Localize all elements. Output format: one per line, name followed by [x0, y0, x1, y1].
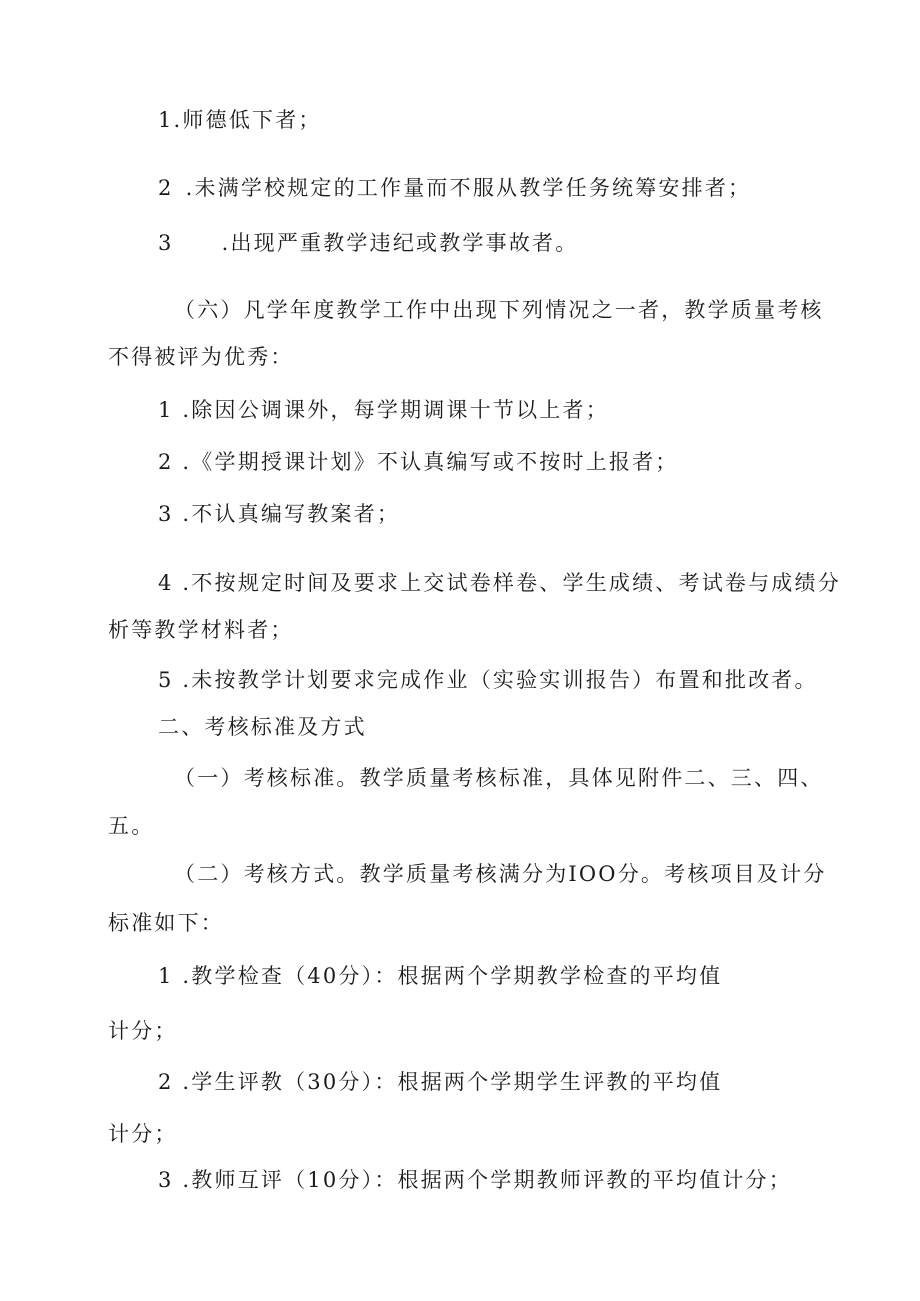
list-item: 2 .《学期授课计划》不认真编写或不按时上报者；: [158, 450, 679, 474]
list-item-text: .未满学校规定的工作量而不服从教学任务统筹安排者；: [185, 176, 752, 200]
paragraph-line: 标准如下：: [108, 911, 224, 935]
list-item: 1 .教学检查（40分）：根据两个学期教学检查的平均值: [158, 964, 723, 988]
list-item: 3 .不认真编写教案者；: [158, 502, 401, 526]
list-item: [158, 174, 751, 202]
list-item-number: 3: [158, 231, 174, 255]
paragraph-line: （一）考核标准。教学质量考核标准，具体见附件二、三、四、: [174, 766, 824, 790]
list-item-continuation: 计分；: [108, 1019, 178, 1043]
paragraph-line: 不得被评为优秀：: [108, 345, 294, 369]
list-item-number: 2: [158, 176, 174, 200]
paragraph-line: 五。: [108, 814, 155, 838]
list-item: 2 .学生评教（30分）：根据两个学期学生评教的平均值: [158, 1070, 723, 1094]
paragraph-line: （二）考核方式。教学质量考核满分为IOO分。考核项目及计分: [174, 862, 827, 886]
paragraph-line: （六）凡学年度教学工作中出现下列情况之一者，教学质量考核: [174, 298, 824, 322]
list-item-text: .出现严重教学违纪或教学事故者。: [221, 231, 579, 255]
list-item: 5 .未按教学计划要求完成作业（实验实训报告）布置和批改者。: [158, 668, 818, 692]
list-item-continuation: 计分；: [108, 1122, 178, 1146]
list-item: 3 .教师互评（10分）：根据两个学期教师评教的平均值计分；: [158, 1168, 792, 1192]
list-item: [158, 229, 578, 257]
list-item: 1.师德低下者；: [158, 108, 322, 132]
list-item: 4 .不按规定时间及要求上交试卷样卷、学生成绩、考试卷与成绩分: [158, 571, 841, 595]
list-item: 1 .除因公调课外，每学期调课十节以上者；: [158, 398, 609, 422]
list-item-continuation: 析等教学材料者；: [108, 618, 294, 642]
section-heading: 二、考核标准及方式: [158, 715, 367, 739]
